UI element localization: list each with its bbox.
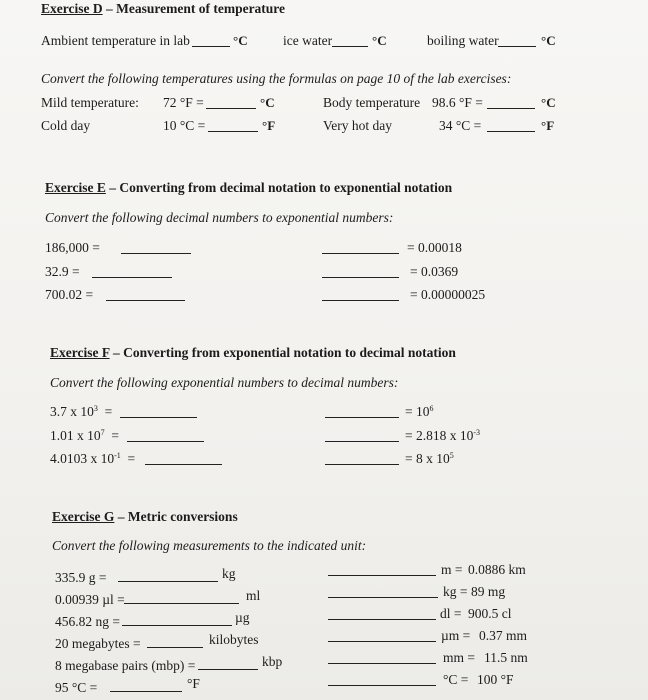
f-right-item-2 <box>405 428 480 444</box>
f-right-exp-2: -3 <box>473 428 481 437</box>
mild-value: 72 °F = <box>163 95 204 110</box>
exercise-e-instruction: Convert the following decimal numbers to exponential numbers: <box>45 210 394 225</box>
e-right-item-3: = 0.00000025 <box>410 287 486 302</box>
mild-unit: °C <box>260 95 275 110</box>
f-right-blank-2[interactable] <box>325 441 399 442</box>
g-right-value-3: 900.5 cl <box>468 606 512 621</box>
exercise-g-label: Exercise G <box>52 509 115 524</box>
e-left-blank-2[interactable] <box>92 277 172 278</box>
f-right-base-3: = 8 x 10 <box>405 451 450 466</box>
e-left-blank-1[interactable] <box>121 253 191 254</box>
body-value: 98.6 °F = <box>432 95 483 110</box>
g-left-blank-1[interactable] <box>118 581 218 582</box>
body-label: Body temperature <box>323 95 421 110</box>
exercise-f-subtitle: – Converting from exponential notation to decimal notation <box>109 345 456 360</box>
e-right-blank-3[interactable] <box>322 300 399 301</box>
g-left-blank-6[interactable] <box>110 691 182 692</box>
g-right-unit-2: kg = <box>443 584 468 599</box>
g-left-unit-3: µg <box>235 610 250 625</box>
g-right-blank-6[interactable] <box>328 685 436 686</box>
g-right-unit-1: m = <box>441 562 463 577</box>
f-right-blank-1[interactable] <box>325 417 399 418</box>
g-right-value-4: 0.37 mm <box>479 628 528 643</box>
f-right-exp-1: 6 <box>429 404 434 413</box>
e-right-blank-2[interactable] <box>322 277 399 278</box>
e-left-item-3: 700.02 = <box>45 287 94 302</box>
f-left-eq-2: = <box>111 428 119 443</box>
mild-blank[interactable] <box>206 108 256 109</box>
hot-unit: °F <box>541 118 555 133</box>
exercise-g-subtitle: – Metric conversions <box>114 509 238 524</box>
f-left-eq-1: = <box>104 404 113 419</box>
ambient-label: Ambient temperature in lab <box>41 33 190 48</box>
boiling-water-blank[interactable] <box>498 46 536 47</box>
f-left-item-3 <box>50 451 135 467</box>
g-left-q-1: 335.9 g = <box>55 570 107 585</box>
g-left-q-5: 8 megabase pairs (mbp) = <box>55 658 196 673</box>
g-right-value-2: 89 mg <box>471 584 506 599</box>
exercise-e-label: Exercise E <box>45 180 106 195</box>
g-right-unit-6: °C = <box>443 672 469 687</box>
g-left-q-3: 456.82 ng = <box>55 614 120 629</box>
g-left-unit-6: °F <box>187 676 200 691</box>
f-right-blank-3[interactable] <box>325 464 399 465</box>
exercise-d-instruction: Convert the following temperatures using the formulas on page 10 of the lab exercises: <box>41 71 512 86</box>
ice-water-unit: °C <box>372 33 387 48</box>
exercise-f-title <box>50 345 456 361</box>
f-right-base-1: = 10 <box>405 404 430 419</box>
ice-water-blank[interactable] <box>332 46 368 47</box>
g-left-q-6: 95 °C = <box>55 680 98 695</box>
g-right-value-5: 11.5 nm <box>484 650 528 665</box>
g-right-unit-4: µm = <box>441 628 471 643</box>
boiling-water-label: boiling water <box>427 33 499 48</box>
g-right-value-6: 100 °F <box>477 672 514 687</box>
exercise-f-instruction: Convert the following exponential numbers to decimal numbers: <box>50 375 399 390</box>
g-left-q-4: 20 megabytes = <box>55 636 141 651</box>
f-left-base-1: 3.7 x 10 <box>50 404 94 419</box>
f-left-blank-3[interactable] <box>145 464 222 465</box>
g-right-blank-3[interactable] <box>328 619 436 620</box>
exercise-g-title <box>52 509 238 525</box>
g-right-blank-2[interactable] <box>328 597 438 598</box>
cold-value: 10 °C = <box>163 118 206 133</box>
e-right-item-1: = 0.00018 <box>407 240 462 255</box>
mild-label: Mild temperature: <box>41 95 139 110</box>
exercise-f-label: Exercise F <box>50 345 110 360</box>
g-left-unit-1: kg <box>222 566 236 581</box>
f-left-base-2: 1.01 x 10 <box>50 428 101 443</box>
cold-label: Cold day <box>41 118 91 133</box>
e-right-blank-1[interactable] <box>322 253 399 254</box>
e-left-blank-3[interactable] <box>106 300 185 301</box>
g-right-blank-4[interactable] <box>328 641 436 642</box>
g-left-blank-4[interactable] <box>147 647 203 648</box>
g-right-value-1: 0.0886 km <box>468 562 526 577</box>
g-right-unit-3: dl = <box>440 606 462 621</box>
g-left-unit-5: kbp <box>262 654 283 669</box>
f-left-item-1 <box>50 404 112 420</box>
f-left-exp-2: 7 <box>100 428 105 437</box>
hot-label: Very hot day <box>323 118 392 133</box>
g-left-unit-4: kilobytes <box>209 632 259 647</box>
cold-blank[interactable] <box>208 131 258 132</box>
exercise-d-label: Exercise D <box>41 1 103 16</box>
exercise-d-subtitle: – Measurement of temperature <box>102 1 286 16</box>
g-right-blank-1[interactable] <box>328 575 436 576</box>
g-left-blank-3[interactable] <box>122 625 232 626</box>
exercise-d-title <box>41 1 285 17</box>
f-left-base-3: 4.0103 x 10 <box>50 451 115 466</box>
exercise-e-subtitle: – Converting from decimal notation to exponential notation <box>105 180 453 195</box>
ambient-unit: °C <box>233 33 248 48</box>
g-left-blank-5[interactable] <box>198 669 258 670</box>
exercise-g-instruction: Convert the following measurements to the indicated unit: <box>52 538 367 553</box>
g-left-unit-2: ml <box>246 588 261 603</box>
g-right-blank-5[interactable] <box>328 663 436 664</box>
ambient-blank[interactable] <box>192 46 230 47</box>
g-left-q-2: 0.00939 µl = <box>55 592 125 607</box>
g-right-unit-5: mm = <box>443 650 475 665</box>
boiling-water-unit: °C <box>541 33 556 48</box>
g-left-blank-2[interactable] <box>124 603 239 604</box>
e-left-item-1: 186,000 = <box>45 240 100 255</box>
body-blank[interactable] <box>487 108 535 109</box>
f-left-eq-3: = <box>127 451 136 466</box>
e-left-item-2: 32.9 = <box>45 264 80 279</box>
f-right-base-2: = 2.818 x 10 <box>405 428 474 443</box>
cold-unit: °F <box>262 118 276 133</box>
exercise-e-title <box>45 180 452 196</box>
f-left-exp-1: 3 <box>93 404 98 413</box>
hot-value: 34 °C = <box>439 118 482 133</box>
hot-blank[interactable] <box>487 131 535 132</box>
ice-water-label: ice water <box>283 33 333 48</box>
f-right-item-1 <box>405 404 434 420</box>
f-left-exp-3: -1 <box>114 451 121 460</box>
f-left-blank-1[interactable] <box>120 417 197 418</box>
f-right-item-3 <box>405 451 454 467</box>
f-left-item-2 <box>50 428 119 444</box>
f-right-exp-3: 5 <box>449 451 454 460</box>
e-right-item-2: = 0.0369 <box>410 264 459 279</box>
f-left-blank-2[interactable] <box>127 441 204 442</box>
body-unit: °C <box>541 95 556 110</box>
